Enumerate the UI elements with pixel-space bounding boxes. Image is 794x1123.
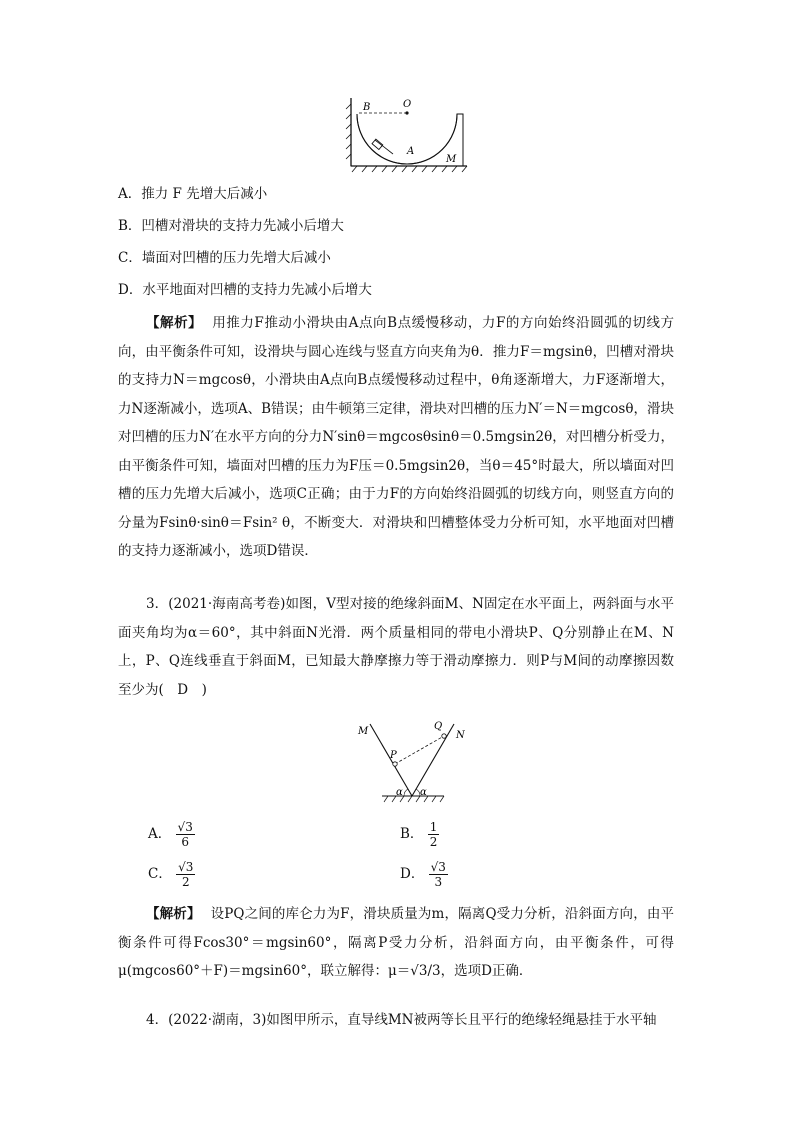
analysis-tag: 【解析】 [146, 906, 201, 922]
label-P: P [390, 750, 397, 761]
fraction: $\frac{√3}{3}$ [430, 860, 446, 889]
fraction: $\frac{√3}{6}$ [177, 820, 193, 849]
q3-option-b: B． $\frac{1}{2}$ [400, 820, 438, 849]
option-d: D．水平地面对凹槽的支持力先减小后增大 [118, 282, 372, 298]
label-N: N [456, 730, 465, 741]
label-O: O [403, 99, 412, 110]
option-a: A．推力 F 先增大后减小 [118, 186, 268, 202]
groove-figure [345, 96, 470, 174]
analysis-tag: 【解析】 [146, 315, 203, 331]
label-B: B [363, 102, 371, 113]
option-b: B．凹槽对滑块的支持力先减小后增大 [118, 218, 344, 234]
analysis-3 [118, 900, 674, 986]
fraction: $\frac{√3}{2}$ [178, 860, 194, 889]
analysis-2-text: 用推力F推动小滑块由A点向B点缓慢移动，力F的方向始终沿圆弧的切线方向，由平衡条件可知，设滑块与圆心连线与竖直方向夹角为θ．推力F＝mgsinθ，凹槽对滑块的支持力N＝mgcosθ，小滑块由A点向B点缓慢移动过程中，θ角逐渐增大，力F逐渐增大，力N逐渐减小，选项A、B错误；由牛顿第三定律，滑块对凹槽的压力N′＝N＝mgcosθ，滑块对凹槽的压力N′在水平方向的分力N′sinθ＝mgcosθsinθ＝0.5mgsin2θ，对凹槽分析受力，由平衡条件可知，墙面对凹槽的压力为F压＝0.5mgsin2θ，当θ＝45°时最大，所以墙面对凹槽的压力先增大后减小，选项C正确；由于力F的方向始终沿圆弧的切线方向，则竖直方向的分量为Fsinθ·sinθ＝Fsin² θ，不断变大．对滑块和凹槽整体受力分析可知，水平地面对凹槽的支持力逐渐减小，选项D错误． [118, 315, 675, 559]
question-4-stem: 4．(2022·湖南，3)如图甲所示，直导线MN被两等长且平行的绝缘轻绳悬挂于水平轴 [146, 1012, 657, 1028]
label-Q: Q [434, 721, 443, 732]
q3-option-c: C． $\frac{√3}{2}$ [148, 860, 194, 889]
label-M2: M [358, 726, 369, 737]
v-incline-figure [352, 716, 472, 808]
analysis-2 [118, 309, 674, 566]
q3-option-d: D． $\frac{√3}{3}$ [400, 860, 446, 889]
option-c: C．墙面对凹槽的压力先增大后减小 [118, 250, 331, 266]
question-3-stem: 3．(2021·海南高考卷)如图，V型对接的绝缘斜面M、N固定在水平面上，两斜面与水平面夹角均为α＝60°，其中斜面N光滑．两个质量相同的带电小滑块P、Q分别静止在M、N上，P、Q连线垂直于斜面M，已知最大静摩擦力等于滑动摩擦力．则P与M间的动摩擦因数至少为( D ) [118, 596, 674, 698]
label-A: A [407, 146, 415, 157]
analysis-3-text: 设PQ之间的库仑力为F，滑块质量为m，隔离Q受力分析，沿斜面方向，由平衡条件可得Fcos30°＝mgsin60°，隔离P受力分析，沿斜面方向，由平衡条件，可得μ(mgcos60°＋F)＝mgsin60°，联立解得：μ＝√3/3，选项D正确． [118, 906, 674, 979]
q3-option-a: A． $\frac{√3}{6}$ [148, 820, 193, 849]
fraction: $\frac{1}{2}$ [429, 820, 438, 849]
label-M: M [446, 154, 457, 165]
label-alpha-left: α [396, 787, 403, 798]
label-alpha-right: α [420, 787, 427, 798]
